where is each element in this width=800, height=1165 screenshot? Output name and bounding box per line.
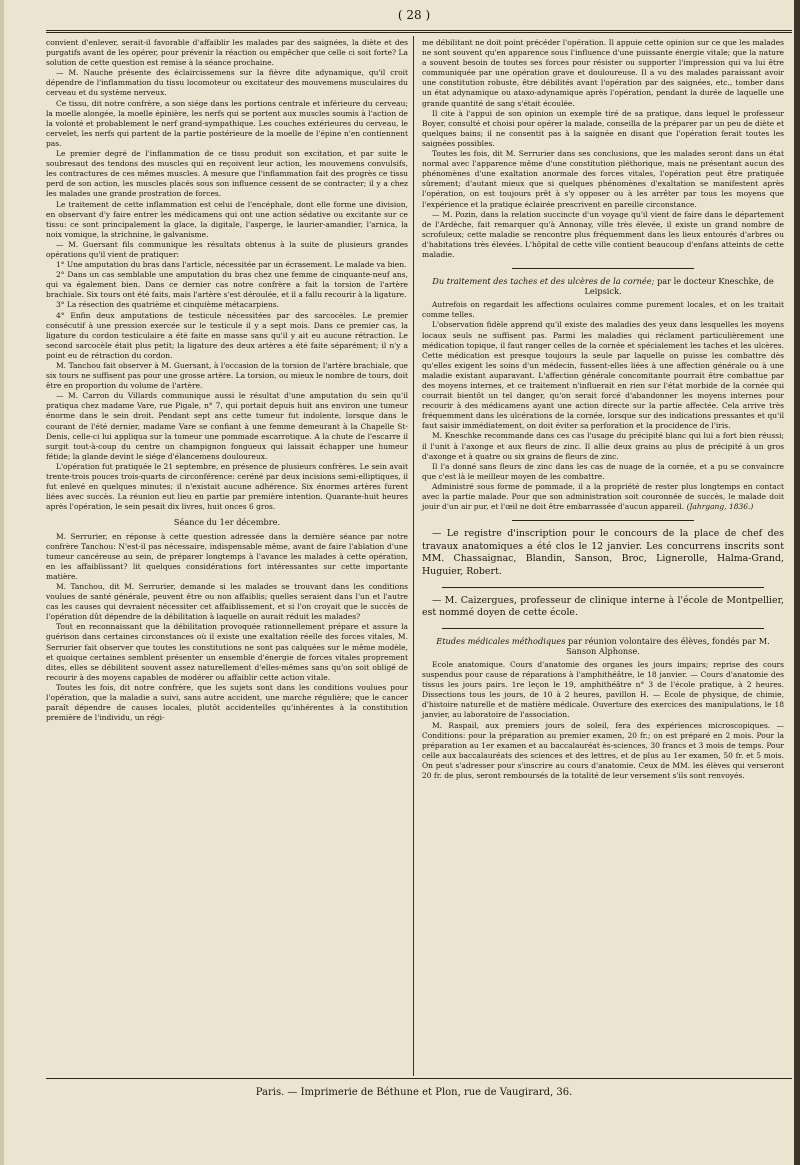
paragraph: — M. Nauche présente des éclaircissemens sur la fièvre dite adynamique, qu'il croit dépendre de l'inflammation du tissu locomoteur ou excitateur des mouvemens musculaires du cerveau et du système nerveux.	[46, 68, 408, 98]
imprint-footer: Paris. — Imprimerie de Béthune et Plon, rue de Vaugirard, 36.	[255, 1087, 573, 1098]
paragraph-text: Administré sous forme de pommade, il a la propriété de rester plus longtemps en contact avec la partie malade. Pour que son administration soit couronnée de succès, le malade doit jouir d'un air pur, et l'œil ne doit être embarrassée d'aucun appareil.	[422, 481, 784, 512]
notice-paragraph: — M. Caizergues, professeur de clinique interne à l'école de Montpellier, est nommé doyen de cette école.	[422, 594, 784, 619]
paragraph: convient d'enlever, serait-il favorable d'affaiblir les malades par des saignées, la diète et des purgatifs avant de les opérer, pour prévenir la réaction ou empêcher que celle ci soit forte? La solution de cette question est remise à la séance prochaine.	[46, 38, 408, 68]
notice-paragraph: — Le registre d'inscription pour le concours de la place de chef des travaux anatomiques a été clos le 12 janvier. Les concurrens inscrits sont MM. Chassaignac, Blandin, Sanson, Broc, Lignerolle, Halma-Grand, Huguier, Robert.	[422, 528, 784, 577]
paragraph: 2° Dans un cas semblable une amputation du bras chez une femme de cinquante-neuf ans, qui va également bien. Dans ce dernier cas notre confrère a fait la torsion de l'artère brachiale. Six tours ont été faits, mais l'artère s'est déroulée, et il a fallu recourir à la ligature.	[46, 270, 408, 300]
source-citation: (Jahrgang, 1836.)	[686, 502, 754, 512]
session-heading: Séance du 1er décembre.	[173, 517, 281, 528]
paragraph: 4° Enfin deux amputations de testicule nécessitées par des sarcocèles. Le premier consécutif à une pression exercée sur le testicule il y a sept mois. Dans ce premier cas, la ligature du cordon testiculaire a été faite en masse sans qu'il y ait eu aucune rétraction. Le second sarcocèle était plus petit; la ligature des deux artères a été faite séparément; il n'y a point eu de rétraction du cordon.	[46, 310, 408, 360]
paragraph: 1° Une amputation du bras dans l'article, nécessitée par un écrasement. Le malade va bien.	[56, 260, 407, 270]
paragraph: L'observation fidèle apprend qu'il existe des maladies des yeux dans lesquelles les moyens locaux seuls ne suffisent pas. Parmi les maladies qui réclament particulièrement une médication topique, il faut ranger celles de la cornée et spécialement les taches et les ulcères. Cette médication est presque toujours la seule par laquelle on puisse les combattre dès qu'elles exigent les soins d'un médecin, fussent-elles liées à une affection générale ou à une maladie existant auparavant. L'affection générale concomitante pourrait être combattue par des moyens internes, et ce traitement n'influerait en rien sur l'état morbide de la cornée qui courrait bientôt un tel danger, qu'on serait forcé d'abandonner les moyens internes pour recourir à des médicamens ayant une action directe sur la partie affectée. Cela arrive très fréquemment dans les ulcérations de la cornée, lorsque sur des indications pressantes et qu'il faut saisir immédiatement, on doit éviter sa perforation et la procidence de l'iris.	[422, 320, 784, 431]
paragraph: M. Raspail, aux premiers jours de soleil, fera des expériences microscopiques. — Conditions: pour la préparation au premier examen, 20 fr.; on est préparé en 2 mois. Pour la préparation au 1er examen et au baccalauréat ès-sciences, 30 francs et 3 mois de temps. Pour celle aux baccalauréats des sciences et des lettres, et de plus au 1er examen, 50 fr. et 5 mois. On peut s'adresser pour s'inscrire au cours d'anatomie. Ceux de MM. les élèves qui verseront 20 fr. de plus, seront remboursés de la totalité de leur versement s'ils sont renvoyés.	[422, 720, 784, 780]
paragraph: M. Tanchou, dit M. Serrurier, demande si les malades se trouvant dans les conditions voulues de santé générale, peuvent être ou non affaiblis; quelles seraient dans l'un et l'autre cas les causes qui devraient nécessiter cet affaiblissement, et si l'on croyait que le succès de l'opération dût dépendre de la débilitation à laquelle on aurait réduit les malades?	[46, 581, 408, 622]
paragraph: M. Kneschke recommande dans ces cas l'usage du précipité blanc qui lui a fort bien réussi; il l'unit à l'axonge et aux fleurs de zinc. Il allie deux grains au plus de précipité à un gros d'axonge et à quatre ou six grains de fleurs de zinc.	[422, 431, 784, 461]
paragraph: Ecole anatomique. Cours d'anatomie des organes les jours impairs; reprise des cours suspendus pour cause de réparations à l'amphithéâtre, le 18 janvier. — Cours d'anatomie des tissus les jours pairs. 1re leçon le 19, amphithéâtre n° 3 de l'école pratique, à 2 heures. Dissections tous les jours, de 10 à 2 heures, pavillon H. — Ecole de physique, de chimie, d'histoire naturelle et de matière médicale. Ouverture des exercices des manipulations, le 18 janvier, au laboratoire de l'association.	[422, 659, 784, 720]
section-rule	[442, 628, 764, 629]
paragraph	[422, 482, 784, 512]
newspaper-page	[36, 0, 792, 1165]
paragraph: M. Serrurier, en réponse à cette question adressée dans la dernière séance par notre confrère Tanchou: N'est-il pas nécessaire, indispensable même, avant de faire l'ablation d'une tumeur cancéreuse au sein, de préparer longtemps à l'avance les malades à cette opération, en les affaiblissant? lit quelques considérations fort intéressantes sur cette importante matière.	[46, 531, 408, 581]
column-divider	[413, 36, 414, 1076]
paragraph: Ce tissu, dit notre confrère, a son siége dans les portions centrale et inférieure du cerveau; la moelle alongée, la moelle épinière, les nerfs qui se portent aux muscles soumis à l'action de la volonté et probablement le nerf grand-sympathique. Les couches extérieures du cerveau, le cervelet, les nerfs qui partent de la partie postérieure de la moelle de l'épine n'en contiennent pas.	[46, 98, 408, 148]
etudes-title: Etudes médicales méthodiques	[436, 635, 566, 646]
section-rule	[442, 587, 764, 588]
paragraph: Tout en reconnaissant que la débilitation provoquée rationnellement prépare et assure la guérison dans certaines circonstances où il existe une exaltation réelle des forces vitales, M. Serrurier fait observer que toutes les constitutions ne sont pas calquées sur le même modèle, et quoique certaines semblent présenter un ensemble d'énergie de forces vitales proprement dites, elles se débilitent souvent assez naturellement d'elles-mêmes sans qu'on soit obligé de recourir à des moyens capables de modérer ou affaiblir cette action vitale.	[46, 622, 408, 682]
header-double-rule	[46, 30, 792, 33]
footer-rule	[46, 1078, 792, 1079]
paragraph: — M. Carron du Villards communique aussi le résultat d'une amputation du sein qu'il pratiqua chez madame Vare, rue Pigale, n° 7, qui portait depuis huit ans environ une tumeur énorme dans le sein droit. Pendant sept ans cette tumeur fut indolente, lorsque dans le courant de l'été dernier, madame Vare se confiant à une femme demeurant à la Chapelle St-Denis, celle-ci lui appliqua sur la tumeur une pommade escarrotique. A la chute de l'escarre il surgit tout-à-coup du centre un champignon fongueux qui laissait échapper une humeur fétide; la glande devint le siége d'élancemens douloureux.	[46, 391, 408, 461]
paragraph: M. Tanchou fait observer à M. Guersant, à l'occasion de la torsion de l'artère brachiale, que six tours ne suffisent pas pour une grosse artère. La torsion, ou mieux le nombre de tours, doit être en proportion du volume de l'artère.	[46, 361, 408, 391]
left-column	[46, 38, 408, 723]
paragraph: Il l'a donné sans fleurs de zinc dans les cas de nuage de la cornée, et a pu se convaincre que c'est là le meilleur moyen de les combattre.	[422, 461, 784, 481]
paragraph: — M. Pozin, dans la relation succincte d'un voyage qu'il vient de faire dans le département de l'Ardèche, fait remarquer qu'à Annonay, ville très élevée, il existe un grand nombre de scrofuleux; cette maladie se rencontre plus fréquemment dans les lieux entourés d'arbres ou d'habitations très élevées. L'hôpital de cette ville contient beaucoup d'enfans atteints de cette maladie.	[422, 209, 784, 259]
etudes-subtitle: par réunion volontaire des élèves, fondés par M. Sanson Alphonse.	[566, 635, 770, 656]
paragraph: Le premier degré de l'inflammation de ce tissu produit son excitation, et par suite le soubresaut des tendons des muscles qui en reçoivent leur action, les mouvemens convulsifs, les contractures de ces mêmes muscles. A mesure que l'inflammation fait des progrès ce tissu perd de son action, les muscles placés sous son influence cessent de se contracter; il y a chez les malades une grande prostration de forces.	[46, 149, 408, 199]
section-rule	[512, 268, 694, 269]
etudes-heading	[422, 636, 784, 656]
right-column	[422, 38, 784, 781]
paragraph: Le traitement de cette inflammation est celui de l'encéphale, dont elle forme une division, en observant d'y faire entrer les médicamens qui ont une action sédative ou excitante sur ce tissu: ce sont principalement la glace, la digitale, l'asperge, le laurier-amandier, l'arnica, la noix vomique, la strichnine, le galvanisme.	[46, 199, 408, 239]
paragraph: Toutes les fois, dit M. Serrurier dans ses conclusions, que les malades seront dans un état normal avec l'apparence même d'une constitution pléthorique, mais ne présentant aucun des phénomènes d'une exaltation anormale des forces vitales, l'opération peut être pratiquée sûrement; d'autant mieux que si quelques phénomènes d'exaltation se manifestent après l'opération, on est toujours prêt à s'y opposer ou à les arrêter par tous les moyens que l'expérience et la pratique éclairée prescrivent en pareille circonstance.	[422, 149, 784, 209]
paragraph: Toutes les fois, dit notre confrère, que les sujets sont dans les conditions voulues pour l'opération, que la maladie a suivi, sans autre accident, une marche régulière; que le cancer paraît dépendre de causes locales, plutôt accidentelles qu'inhérentes à la constitution première de l'individu, un régi-	[46, 682, 408, 723]
page-number: ( 28 )	[397, 8, 431, 22]
paragraph: Autrefois on regardait les affections oculaires comme purement locales, et on les traitait comme telles.	[422, 300, 784, 320]
article-author: par le docteur Kneschke, de Leipsick.	[584, 276, 774, 297]
page-left-edge	[0, 0, 4, 1165]
paragraph: L'opération fut pratiquée le 21 septembre, en présence de plusieurs confrères. Le sein avait trente-trois pouces trois-quarts de circonférence: ceréné par deux incisions semi-elliptiques, il fut enlevé en quelques minutes; il n'existait aucune adhérence. Six énormes artères furent liées avec succès. La réunion eut lieu en partie par première intention. Quarante-huit heures après l'opération, le sein pesait dix livres, huit onces 6 gros.	[46, 461, 408, 512]
article-title: Du traitement des taches et des ulcères de la cornée;	[432, 276, 655, 287]
article-heading	[422, 276, 784, 296]
paragraph: me débilitant ne doit point précéder l'opération. Il appuie cette opinion sur ce que les malades ne sont souvent qu'en apparence sous l'influence d'une puissante énergie vitale; que la nature a souvent besoin de toutes ses forces pour résister ou supporter l'impression qui va lui être communiquée par une opération grave et douloureuse. Il a vu des malades paraissant avoir une constitution robuste, être débilités avant l'opération par des saignées, etc., tomber dans un état adynamique ou ataxo-adynamique après l'opération, pendant la durée de laquelle une grande quantité de sang s'était écoulée.	[422, 38, 784, 108]
section-rule	[512, 520, 694, 521]
paragraph: 3° La résection des quatrième et cinquième métacarpiens.	[56, 300, 280, 310]
paragraph: Il cite à l'appui de son opinion un exemple tiré de sa pratique, dans lequel le professeur Boyer, consulté et choisi pour opérer la malade, conseilla de la préparer par un peu de diète et quelques bains; il ne consentit pas à la saignée en disant que l'opération ferait toutes les saignées possibles.	[422, 108, 784, 148]
page-binding-edge	[794, 0, 800, 1165]
paragraph: — M. Guersant fils communique les résultats obtenus à la suite de plusieurs grandes opérations qu'il vient de pratiquer:	[46, 239, 408, 259]
